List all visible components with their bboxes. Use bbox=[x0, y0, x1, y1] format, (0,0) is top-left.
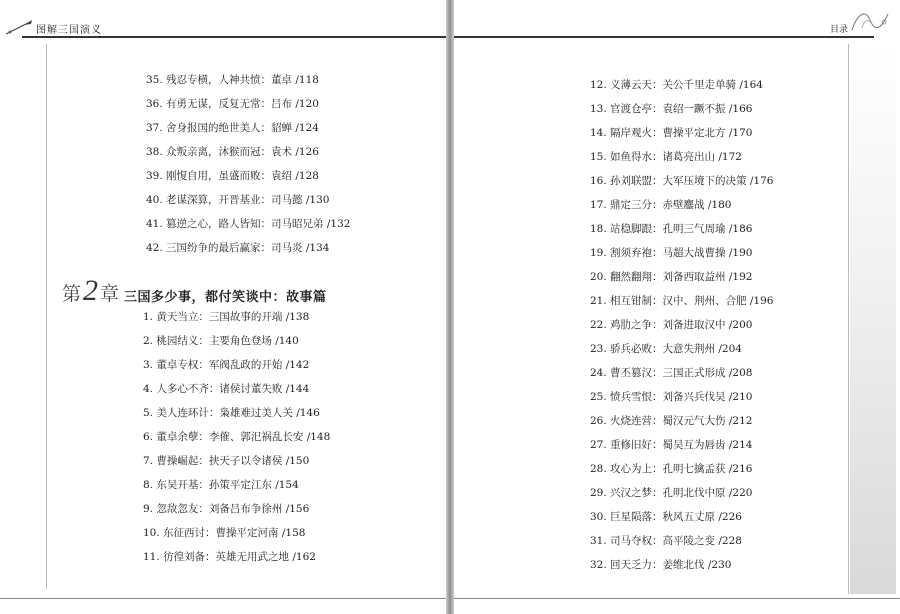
toc-entry-label: 39. 刚愎自用，虽盛而败：袁绍 /128 bbox=[146, 170, 319, 182]
chapter-suffix: 章 bbox=[100, 283, 120, 305]
toc-entry-label: 7. 曹操崛起：挟天子以令诸侯 /150 bbox=[143, 455, 310, 467]
toc-entry[interactable] bbox=[143, 310, 309, 324]
toc-entry[interactable] bbox=[146, 193, 329, 207]
toc-entry-label: 31. 司马夺权：高平陵之变 /228 bbox=[590, 535, 742, 547]
toc-entry-label: 19. 割须弃袍：马超大战曹操 /190 bbox=[590, 247, 753, 259]
toc-entry[interactable] bbox=[146, 121, 319, 135]
header-rule bbox=[22, 36, 446, 38]
toc-entry-label: 38. 众叛亲离，沐猴而冠：袁术 /126 bbox=[146, 146, 319, 158]
chapter-number: 2 bbox=[83, 274, 99, 307]
toc-entry-label: 32. 回天乏力：姜维北伐 /230 bbox=[590, 559, 732, 571]
toc-entry-label: 27. 重修旧好：蜀吴互为唇齿 /214 bbox=[590, 439, 753, 451]
toc-entry-label: 6. 董卓余孽：李傕、郭汜祸乱长安 /148 bbox=[143, 431, 331, 443]
toc-entry[interactable] bbox=[590, 462, 752, 476]
toc-entry-label: 8. 东吴开基：孙策平定江东 /154 bbox=[143, 479, 299, 491]
toc-entry[interactable] bbox=[143, 334, 299, 348]
toc-entry-label: 26. 火烧连营：蜀汉元气大伤 /212 bbox=[590, 415, 753, 427]
book-title: 图解三国演义 bbox=[36, 25, 102, 36]
toc-entry-label: 41. 篡逆之心，路人皆知：司马昭兄弟 /132 bbox=[146, 218, 351, 230]
toc-entry[interactable] bbox=[590, 198, 731, 212]
toc-entry-label: 13. 官渡仓亭：袁绍一蹶不振 /166 bbox=[590, 103, 753, 115]
ornament-icon bbox=[848, 6, 894, 36]
toc-entry-label: 16. 孙刘联盟：大军压境下的决策 /176 bbox=[590, 175, 774, 187]
toc-entry[interactable] bbox=[143, 550, 316, 564]
toc-entry-label: 36. 有勇无谋，反复无常：吕布 /120 bbox=[146, 98, 319, 110]
toc-entry[interactable] bbox=[143, 358, 309, 372]
toc-entry-label: 28. 攻心为上：孔明七擒孟获 /216 bbox=[590, 463, 753, 475]
toc-entry[interactable] bbox=[590, 294, 773, 308]
toc-entry[interactable] bbox=[143, 406, 320, 420]
margin-line bbox=[848, 44, 849, 594]
toc-entry[interactable] bbox=[590, 510, 742, 524]
toc-entry[interactable] bbox=[590, 366, 752, 380]
toc-entry[interactable] bbox=[146, 145, 319, 159]
toc-entry-label: 24. 曹丕篡汉：三国正式形成 /208 bbox=[590, 367, 753, 379]
toc-entry-label: 9. 忽敌忽友：刘备吕布争徐州 /156 bbox=[143, 503, 310, 515]
toc-entry-label: 2. 桃园结义：主要角色登场 /140 bbox=[143, 335, 299, 347]
toc-entry-label: 18. 站稳脚跟：孔明三气周瑜 /186 bbox=[590, 223, 753, 235]
toc-entry[interactable] bbox=[143, 454, 309, 468]
book-gutter bbox=[446, 0, 454, 614]
toc-entry[interactable] bbox=[143, 526, 305, 540]
toc-entry-label: 21. 相互钳制：汉中、荆州、合肥 /196 bbox=[590, 295, 774, 307]
toc-entry-label: 10. 东征西讨：曹操平定河南 /158 bbox=[143, 527, 306, 539]
toc-entry[interactable] bbox=[590, 486, 752, 500]
chapter-prefix: 第 bbox=[62, 283, 82, 305]
chapter-title[interactable]: 三国多少事，都付笑谈中：故事篇 bbox=[124, 290, 327, 305]
toc-entry-label: 17. 鼎定三分：赤壁鏖战 /180 bbox=[590, 199, 732, 211]
toc-entry-label: 1. 黄天当立：三国故事的开端 /138 bbox=[143, 311, 310, 323]
toc-entry[interactable] bbox=[590, 246, 752, 260]
contents-title: 目录 bbox=[830, 25, 849, 35]
toc-entry-label: 35. 残忍专横，人神共愤：董卓 /118 bbox=[146, 74, 319, 86]
toc-entry[interactable] bbox=[143, 502, 309, 516]
toc-entry[interactable] bbox=[590, 342, 742, 356]
bottom-rule bbox=[0, 598, 446, 599]
toc-entry-label: 23. 骄兵必败：大意失荆州 /204 bbox=[590, 343, 742, 355]
toc-entry[interactable] bbox=[146, 97, 319, 111]
margin-shade bbox=[850, 44, 896, 594]
toc-entry[interactable] bbox=[590, 102, 752, 116]
left-header bbox=[0, 0, 446, 38]
toc-entry-label: 42. 三国纷争的最后赢家：司马炎 /134 bbox=[146, 242, 330, 254]
left-page bbox=[0, 0, 446, 614]
margin-line bbox=[46, 44, 47, 589]
toc-entry[interactable] bbox=[590, 174, 773, 188]
toc-entry[interactable] bbox=[146, 73, 319, 87]
toc-entry-label: 14. 隔岸观火：曹操平定北方 /170 bbox=[590, 127, 753, 139]
toc-entry[interactable] bbox=[590, 414, 752, 428]
toc-entry[interactable] bbox=[590, 270, 752, 284]
toc-entry-label: 22. 鸡肋之争：刘备进取汉中 /200 bbox=[590, 319, 753, 331]
toc-entry[interactable] bbox=[590, 390, 752, 404]
toc-entry[interactable] bbox=[590, 150, 742, 164]
toc-entry[interactable] bbox=[146, 217, 350, 231]
toc-entry-label: 11. 彷徨刘备：英雄无用武之地 /162 bbox=[143, 551, 316, 563]
right-page bbox=[454, 0, 900, 614]
toc-entry-label: 20. 翻然翻翔：刘备西取益州 /192 bbox=[590, 271, 753, 283]
toc-entry-label: 25. 愤兵雪恨：刘备兴兵伐吴 /210 bbox=[590, 391, 753, 403]
toc-entry[interactable] bbox=[146, 241, 329, 255]
right-header bbox=[454, 0, 900, 38]
toc-entry-label: 3. 董卓专权：军阀乱政的开始 /142 bbox=[143, 359, 310, 371]
toc-entry-label: 4. 人多心不齐：诸侯讨董失败 /144 bbox=[143, 383, 310, 395]
toc-entry-label: 37. 舍身报国的绝世美人：貂蝉 /124 bbox=[146, 122, 319, 134]
toc-entry[interactable] bbox=[590, 126, 752, 140]
chapter-heading bbox=[62, 274, 119, 310]
toc-entry[interactable] bbox=[143, 478, 299, 492]
toc-entry-label: 15. 如鱼得水：诸葛亮出山 /172 bbox=[590, 151, 742, 163]
toc-entry[interactable] bbox=[590, 558, 731, 572]
toc-entry[interactable] bbox=[590, 534, 742, 548]
toc-entry[interactable] bbox=[146, 169, 319, 183]
toc-entry[interactable] bbox=[590, 318, 752, 332]
toc-entry-label: 12. 义薄云天：关公千里走单骑 /164 bbox=[590, 79, 763, 91]
toc-entry-label: 5. 美人连环计：枭雄难过美人关 /146 bbox=[143, 407, 320, 419]
header-rule bbox=[454, 36, 874, 38]
toc-entry-label: 29. 兴汉之梦：孔明北伐中原 /220 bbox=[590, 487, 753, 499]
toc-entry-label: 40. 老谋深算，开晋基业：司马懿 /130 bbox=[146, 194, 330, 206]
toc-entry-label: 30. 巨星陨落：秋风五丈原 /226 bbox=[590, 511, 742, 523]
toc-entry[interactable] bbox=[590, 78, 763, 92]
bottom-rule bbox=[454, 598, 900, 599]
toc-entry[interactable] bbox=[143, 382, 309, 396]
brush-icon bbox=[4, 18, 34, 36]
toc-entry[interactable] bbox=[590, 438, 752, 452]
toc-entry[interactable] bbox=[143, 430, 330, 444]
toc-entry[interactable] bbox=[590, 222, 752, 236]
